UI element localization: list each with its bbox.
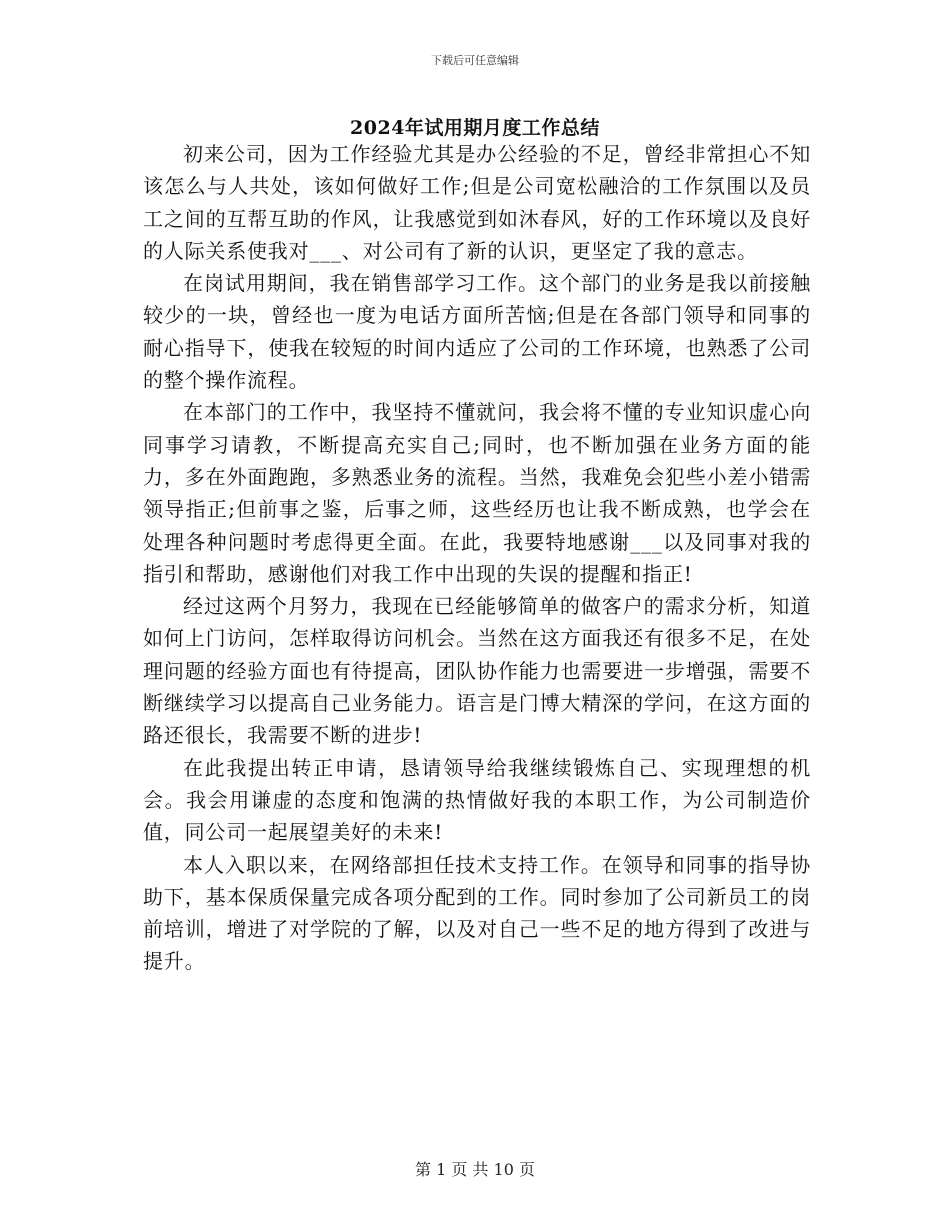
paragraph: 本人入职以来，在网络部担任技术支持工作。在领导和同事的指导协助下，基本保质保量完成各项分配到的工作。同时参加了公司新员工的岗前培训，增进了对学院的了解，以及对自己一些不足的地方得到了改进与提升。 [143, 852, 811, 974]
paragraph: 在本部门的工作中，我坚持不懂就问，我会将不懂的专业知识虚心向同事学习请教，不断提高充实自己;同时，也不断加强在业务方面的能力，多在外面跑跑，多熟悉业务的流程。当然，我难免会犯些小差小错需领导指正;但前事之鉴，后事之师，这些经历也让我不断成熟，也学会在处理各种问题时考虑得更全面。在此，我要特地感谢___以及同事对我的指引和帮助，感谢他们对我工作中出现的失误的提醒和指正! [143, 400, 811, 586]
header-note: 下载后可任意编辑 [431, 54, 519, 67]
paragraph: 在岗试用期间，我在销售部学习工作。这个部门的业务是我以前接触较少的一块，曾经也一度为电话方面所苦恼;但是在各部门领导和同事的耐心指导下，使我在较短的时间内适应了公司的工作环境，也熟悉了公司的整个操作流程。 [143, 271, 811, 393]
document-body [143, 138, 811, 978]
page-number: 第 1 页 共 10 页 [415, 1160, 535, 1179]
document-title: 2024年试用期月度工作总结 [350, 117, 600, 139]
paragraph: 经过这两个月努力，我现在已经能够简单的做客户的需求分析，知道如何上门访问，怎样取得访问机会。当然在这方面我还有很多不足，在处理问题的经验方面也有待提高，团队协作能力也需要进一步增强，需要不断继续学习以提高自己业务能力。语言是门博大精深的学问，在这方面的路还很长，我需要不断的进步! [143, 594, 811, 748]
paragraph: 在此我提出转正申请，恳请领导给我继续锻炼自己、实现理想的机会。我会用谦虚的态度和饱满的热情做好我的本职工作，为公司制造价值，同公司一起展望美好的未来! [143, 755, 811, 845]
paragraph: 初来公司，因为工作经验尤其是办公经验的不足，曾经非常担心不知该怎么与人共处，该如何做好工作;但是公司宽松融洽的工作氛围以及员工之间的互帮互助的作风，让我感觉到如沐春风，好的工作环境以及良好的人际关系使我对___、对公司有了新的认识，更坚定了我的意志。 [143, 142, 811, 263]
